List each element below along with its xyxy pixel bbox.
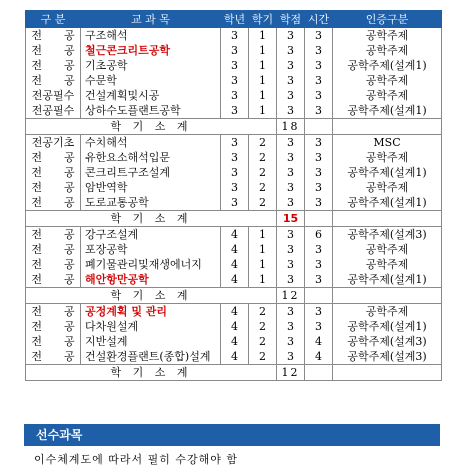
subtotal-row (26, 211, 442, 227)
cell-year: 3 (221, 195, 249, 211)
cell-certification: 공학주제(설계1) (333, 103, 442, 119)
cell-semester: 1 (249, 28, 277, 44)
cell-year: 3 (221, 165, 249, 180)
cell-category: 전 공 (26, 43, 81, 58)
table-row (26, 242, 442, 257)
cell-certification: 공학주제 (333, 73, 442, 88)
cell-hours: 3 (305, 58, 333, 73)
subtotal-label: 학 기 소 계 (26, 288, 277, 304)
cell-year: 4 (221, 334, 249, 349)
cell-course: 건설환경플랜트(종합)설계 (81, 349, 221, 365)
cell-hours: 3 (305, 319, 333, 334)
cell-credits: 3 (277, 257, 305, 272)
cell-course: 해안항만공학 (81, 272, 221, 288)
cell-hours: 3 (305, 73, 333, 88)
cell-course: 폐기물관리및재생에너지 (81, 257, 221, 272)
cell-certification: 공학주제(설계3) (333, 227, 442, 243)
cell-semester: 1 (249, 257, 277, 272)
cell-credits: 3 (277, 88, 305, 103)
table-row (26, 103, 442, 119)
header-certification: 인증구분 (333, 11, 442, 28)
cell-certification: 공학주제(설계1) (333, 195, 442, 211)
subtotal-label: 학 기 소 계 (26, 119, 277, 135)
cell-category: 전 공 (26, 165, 81, 180)
table-row (26, 349, 442, 365)
cell-semester: 1 (249, 103, 277, 119)
cell-hours: 3 (305, 165, 333, 180)
cell-category: 전 공 (26, 227, 81, 243)
cell-semester: 1 (249, 227, 277, 243)
cell-credits: 3 (277, 304, 305, 320)
cell-credits: 3 (277, 242, 305, 257)
cell-category: 전공기초 (26, 135, 81, 151)
cell-course: 건설계획및시공 (81, 88, 221, 103)
cell-course: 암반역학 (81, 180, 221, 195)
cell-semester: 2 (249, 349, 277, 365)
table-row (26, 135, 442, 151)
cell-semester: 1 (249, 58, 277, 73)
cell-year: 3 (221, 73, 249, 88)
table-row (26, 43, 442, 58)
cell-certification: 공학주제(설계1) (333, 319, 442, 334)
subtotal-cert-blank (333, 119, 442, 135)
cell-certification: 공학주제 (333, 180, 442, 195)
header-semester: 학기 (249, 11, 277, 28)
table-row (26, 319, 442, 334)
cell-credits: 3 (277, 103, 305, 119)
subtotal-row (26, 365, 442, 381)
subtotal-row (26, 119, 442, 135)
cell-category: 전공필수 (26, 103, 81, 119)
table-row (26, 165, 442, 180)
cell-year: 3 (221, 88, 249, 103)
cell-credits: 3 (277, 73, 305, 88)
subtotal-label: 학 기 소 계 (26, 211, 277, 227)
cell-course: 기초공학 (81, 58, 221, 73)
cell-year: 3 (221, 150, 249, 165)
table-body (26, 28, 442, 381)
cell-year: 3 (221, 43, 249, 58)
cell-semester: 1 (249, 242, 277, 257)
cell-hours: 3 (305, 242, 333, 257)
cell-credits: 3 (277, 43, 305, 58)
cell-certification: 공학주제 (333, 242, 442, 257)
table-row (26, 304, 442, 320)
cell-credits: 3 (277, 28, 305, 44)
cell-course: 수문학 (81, 73, 221, 88)
cell-certification: 공학주제(설계1) (333, 58, 442, 73)
cell-course: 구조해석 (81, 28, 221, 44)
cell-course: 포장공학 (81, 242, 221, 257)
table-row (26, 257, 442, 272)
cell-category: 전 공 (26, 242, 81, 257)
cell-semester: 1 (249, 88, 277, 103)
cell-credits: 3 (277, 180, 305, 195)
cell-course: 강구조설계 (81, 227, 221, 243)
prerequisite-section-header: 선수과목 (24, 424, 440, 446)
cell-credits: 3 (277, 319, 305, 334)
cell-hours: 6 (305, 227, 333, 243)
cell-semester: 2 (249, 334, 277, 349)
cell-year: 4 (221, 319, 249, 334)
cell-hours: 3 (305, 88, 333, 103)
cell-category: 전 공 (26, 58, 81, 73)
table-row (26, 88, 442, 103)
cell-year: 4 (221, 304, 249, 320)
curriculum-table (25, 10, 442, 381)
table-row (26, 150, 442, 165)
table-row (26, 334, 442, 349)
cell-hours: 3 (305, 257, 333, 272)
cell-semester: 2 (249, 319, 277, 334)
cell-certification: 공학주제 (333, 150, 442, 165)
cell-certification: 공학주제 (333, 43, 442, 58)
cell-year: 3 (221, 180, 249, 195)
cell-semester: 2 (249, 195, 277, 211)
header-course: 교 과 목 (81, 11, 221, 28)
table-row (26, 28, 442, 44)
header-credits: 학점 (277, 11, 305, 28)
cell-category: 전 공 (26, 349, 81, 365)
cell-credits: 3 (277, 334, 305, 349)
table-row (26, 272, 442, 288)
subtotal-hours-blank (305, 211, 333, 227)
subtotal-credits: 12 (277, 365, 305, 381)
cell-year: 4 (221, 272, 249, 288)
subtotal-credits: 12 (277, 288, 305, 304)
cell-semester: 2 (249, 180, 277, 195)
subtotal-credits: 15 (277, 211, 305, 227)
cell-course: 콘크리트구조설계 (81, 165, 221, 180)
cell-course: 유한요소해석입문 (81, 150, 221, 165)
cell-course: 공정계획 및 관리 (81, 304, 221, 320)
cell-year: 3 (221, 28, 249, 44)
cell-year: 4 (221, 242, 249, 257)
cell-credits: 3 (277, 227, 305, 243)
cell-certification: 공학주제(설계3) (333, 334, 442, 349)
cell-certification: 공학주제(설계3) (333, 349, 442, 365)
cell-hours: 3 (305, 135, 333, 151)
cell-certification: 공학주제(설계1) (333, 272, 442, 288)
cell-year: 4 (221, 227, 249, 243)
table-row (26, 58, 442, 73)
subtotal-hours-blank (305, 119, 333, 135)
subtotal-hours-blank (305, 288, 333, 304)
cell-year: 4 (221, 349, 249, 365)
table-row (26, 227, 442, 243)
subtotal-cert-blank (333, 211, 442, 227)
cell-category: 전 공 (26, 319, 81, 334)
cell-certification: 공학주제 (333, 88, 442, 103)
subtotal-label: 학 기 소 계 (26, 365, 277, 381)
header-year: 학년 (221, 11, 249, 28)
cell-certification: 공학주제 (333, 257, 442, 272)
cell-category: 전 공 (26, 334, 81, 349)
cell-certification: 공학주제 (333, 304, 442, 320)
cell-category: 전 공 (26, 28, 81, 44)
cell-year: 3 (221, 58, 249, 73)
cell-credits: 3 (277, 349, 305, 365)
cell-certification: 공학주제(설계1) (333, 165, 442, 180)
cell-course: 철근콘크리트공학 (81, 43, 221, 58)
cell-semester: 2 (249, 150, 277, 165)
subtotal-hours-blank (305, 365, 333, 381)
cell-category: 전 공 (26, 73, 81, 88)
cell-course: 다차원설계 (81, 319, 221, 334)
cell-hours: 3 (305, 195, 333, 211)
cell-year: 3 (221, 103, 249, 119)
cell-course: 상하수도플랜트공학 (81, 103, 221, 119)
cell-hours: 3 (305, 103, 333, 119)
table-row (26, 180, 442, 195)
cell-semester: 2 (249, 304, 277, 320)
cell-semester: 2 (249, 165, 277, 180)
cell-semester: 1 (249, 43, 277, 58)
cell-hours: 3 (305, 150, 333, 165)
cell-category: 전 공 (26, 257, 81, 272)
cell-year: 3 (221, 135, 249, 151)
cell-hours: 3 (305, 28, 333, 44)
subtotal-row (26, 288, 442, 304)
header-hours: 시간 (305, 11, 333, 28)
subtotal-cert-blank (333, 365, 442, 381)
cell-credits: 3 (277, 150, 305, 165)
cell-category: 전 공 (26, 180, 81, 195)
table-row (26, 195, 442, 211)
cell-credits: 3 (277, 165, 305, 180)
cell-category: 전 공 (26, 195, 81, 211)
cell-year: 4 (221, 257, 249, 272)
cell-certification: 공학주제 (333, 28, 442, 44)
cell-category: 전 공 (26, 304, 81, 320)
cell-hours: 4 (305, 334, 333, 349)
cell-hours: 3 (305, 180, 333, 195)
cell-course: 지반설계 (81, 334, 221, 349)
cell-category: 전 공 (26, 150, 81, 165)
cell-category: 전공필수 (26, 88, 81, 103)
cell-category: 전 공 (26, 272, 81, 288)
cell-course: 도로교통공학 (81, 195, 221, 211)
table-header-row (26, 11, 442, 28)
cell-semester: 1 (249, 272, 277, 288)
cell-hours: 3 (305, 272, 333, 288)
cell-credits: 3 (277, 58, 305, 73)
cell-semester: 2 (249, 135, 277, 151)
table-row (26, 73, 442, 88)
cell-course: 수치해석 (81, 135, 221, 151)
cell-hours: 3 (305, 43, 333, 58)
cell-hours: 4 (305, 349, 333, 365)
subtotal-credits: 18 (277, 119, 305, 135)
subtotal-cert-blank (333, 288, 442, 304)
cell-credits: 3 (277, 272, 305, 288)
cell-semester: 1 (249, 73, 277, 88)
prerequisite-description: 이수체계도에 따라서 필히 수강해야 함 (34, 453, 239, 466)
cell-certification: MSC (333, 135, 442, 151)
cell-hours: 3 (305, 304, 333, 320)
cell-credits: 3 (277, 195, 305, 211)
header-category: 구 분 (26, 11, 81, 28)
cell-credits: 3 (277, 135, 305, 151)
